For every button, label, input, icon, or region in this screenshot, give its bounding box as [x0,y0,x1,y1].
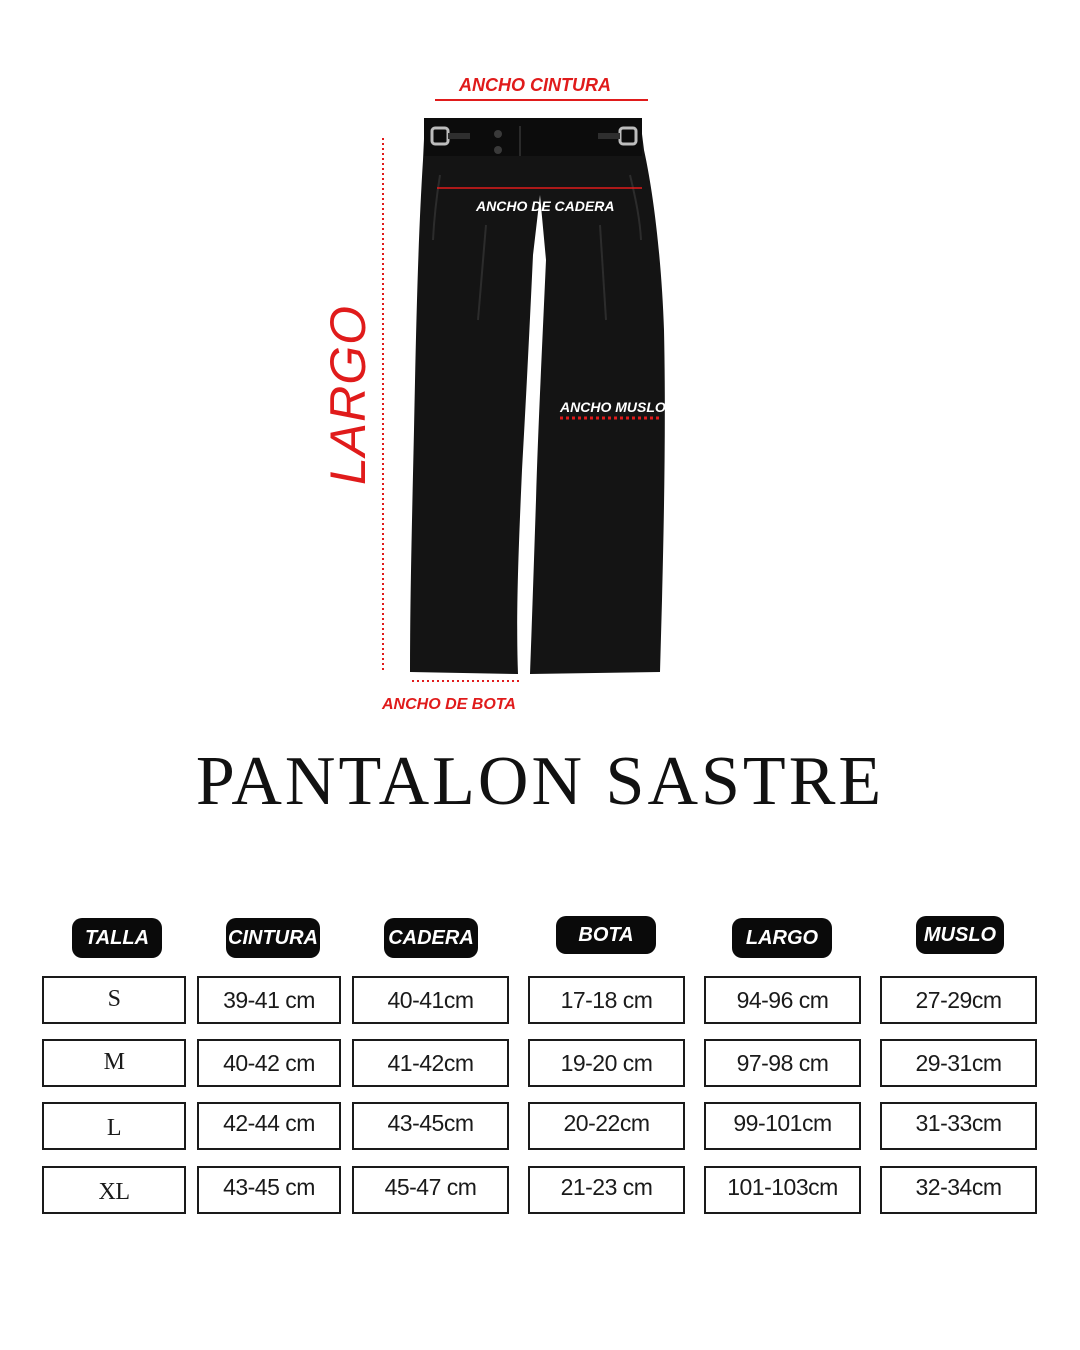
table-cell-size: M [42,1039,186,1087]
table-cell: 39-41 cm [197,976,341,1024]
header-largo: LARGO [732,918,832,958]
header-cadera: CADERA [384,918,478,958]
table-cell: 97-98 cm [704,1039,861,1087]
table-cell: 40-42 cm [197,1039,341,1087]
table-cell: 20-22cm [528,1102,685,1150]
button-bottom [494,146,502,154]
table-cell: 41-42cm [352,1039,509,1087]
header-bota: BOTA [556,916,656,954]
button-top [494,130,502,138]
table-cell: 42-44 cm [197,1102,341,1150]
waist-label: ANCHO CINTURA [459,75,611,95]
table-cell: 27-29cm [880,976,1037,1024]
header-cintura: CINTURA [226,918,320,958]
length-label-wrap [318,304,378,486]
hem-label: ANCHO DE BOTA [382,696,516,713]
table-cell: 29-31cm [880,1039,1037,1087]
page-title: PANTALON SASTRE [195,743,885,820]
hip-label: ANCHO DE CADERA [476,198,615,214]
table-cell: 17-18 cm [528,976,685,1024]
length-label: LARGO [320,304,376,486]
header-muslo: MUSLO [916,916,1004,954]
table-cell: 94-96 cm [704,976,861,1024]
table-cell: 40-41cm [352,976,509,1024]
table-cell: 21-23 cm [528,1166,685,1214]
table-cell: 19-20 cm [528,1039,685,1087]
table-cell: 43-45cm [352,1102,509,1150]
thigh-label: ANCHO MUSLO [560,399,666,415]
header-talla: TALLA [72,918,162,958]
table-cell-size: L [42,1102,186,1150]
table-cell: 101-103cm [704,1166,861,1214]
table-cell: 31-33cm [880,1102,1037,1150]
table-cell-size: XL [42,1166,186,1214]
table-cell-size: S [42,976,186,1024]
table-cell: 43-45 cm [197,1166,341,1214]
table-cell: 45-47 cm [352,1166,509,1214]
table-cell: 99-101cm [704,1102,861,1150]
table-cell: 32-34cm [880,1166,1037,1214]
